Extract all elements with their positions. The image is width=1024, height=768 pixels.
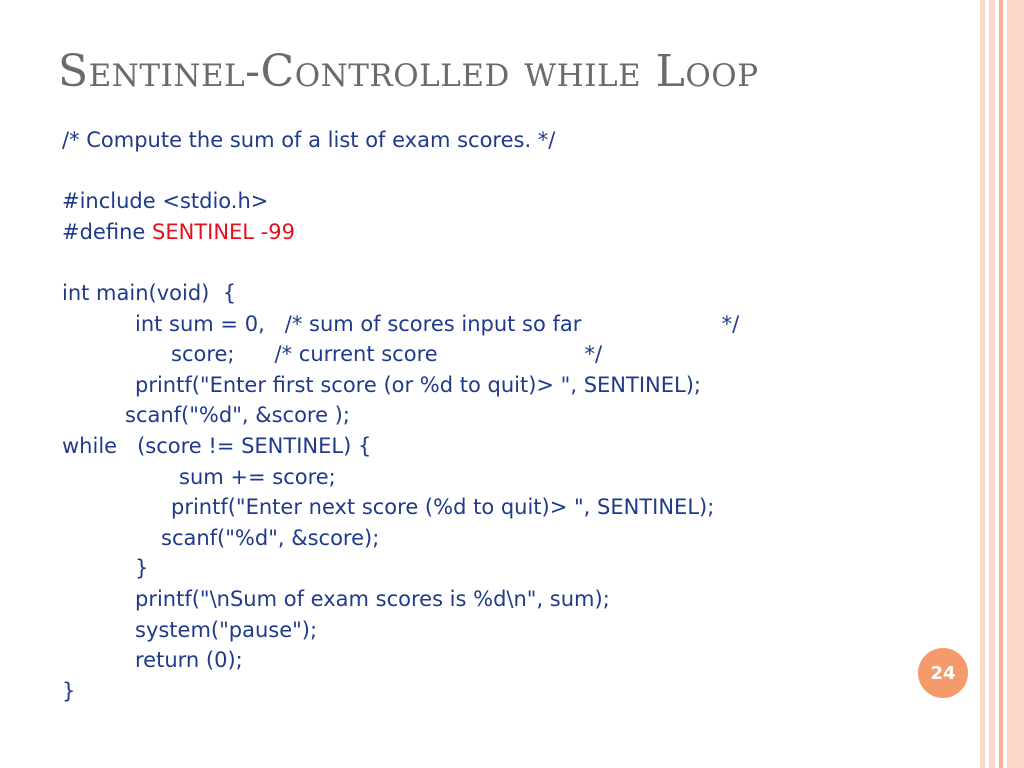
code-line-decl-sum: int sum = 0, /* sum of scores input so far */: [135, 311, 740, 336]
code-line-define: [62, 217, 739, 248]
code-line-blank: [62, 247, 739, 278]
code-line-printf-next: printf("Enter next score (%d to quit)> ", SENTINEL);: [171, 495, 715, 520]
code-block: [62, 125, 739, 706]
code-line-return: return (0);: [135, 648, 243, 673]
code-line-scanf-next: scanf("%d", &score);: [161, 525, 380, 550]
define-keyword: #define: [62, 219, 152, 244]
code-line-main: int main(void) {: [62, 280, 237, 305]
code-line-comment: /* Compute the sum of a list of exam scores. */: [62, 128, 556, 152]
code-line-decl-score: score; /* current score */: [171, 342, 603, 367]
code-line-blank: [62, 156, 739, 187]
code-line-close-main: }: [62, 678, 76, 703]
code-line-include: #include <stdio.h>: [62, 189, 269, 214]
code-line-close-while: }: [135, 556, 149, 581]
slide-title: Sentinel-Controlled while Loop: [58, 46, 759, 97]
code-line-printf-sum: printf("\nSum of exam scores is %d\n", sum);: [135, 586, 610, 611]
page-number-badge: 24: [918, 648, 968, 698]
stripe: [989, 0, 995, 768]
code-line-while: while (score != SENTINEL) {: [62, 433, 372, 458]
define-value: -99: [254, 219, 295, 244]
code-line-system: system("pause");: [135, 617, 318, 642]
code-line-sum-add: sum += score;: [179, 464, 336, 489]
stripe: [999, 0, 1003, 768]
stripe: [980, 0, 985, 768]
stripe: [1007, 0, 1024, 768]
define-name: SENTINEL: [151, 219, 254, 244]
decorative-stripes: [980, 0, 1024, 768]
code-line-printf-first: printf("Enter first score (or %d to quit)> ", SENTINEL);: [135, 372, 701, 397]
code-line-scanf-first: scanf("%d", &score );: [125, 403, 350, 428]
